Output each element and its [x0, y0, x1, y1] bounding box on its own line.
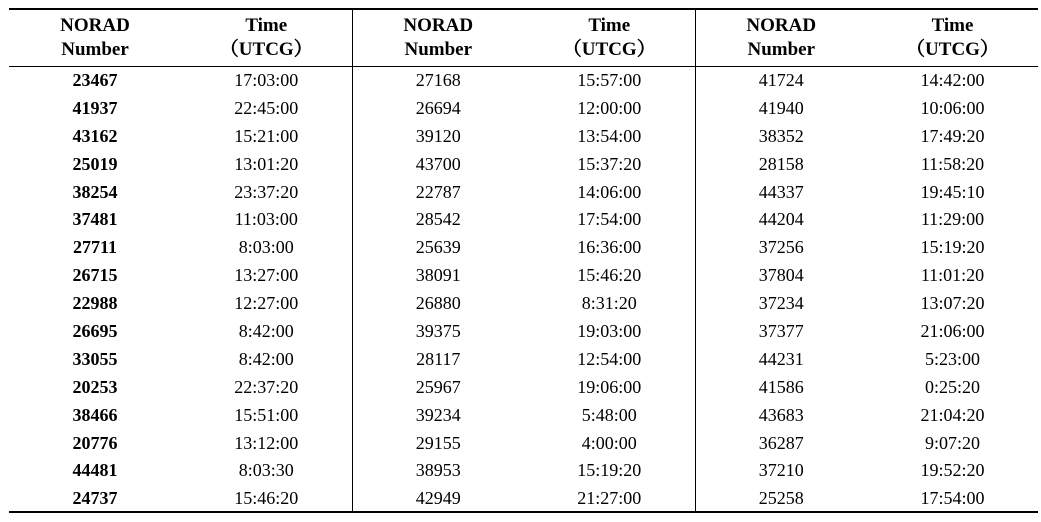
norad-number-cell: 22787	[352, 178, 524, 206]
time-cell: 11:03:00	[234, 209, 298, 230]
time-cell: 17:03:00	[234, 70, 299, 91]
norad-number-cell: 25258	[695, 484, 867, 512]
header-line-2: （UTCG）	[562, 38, 656, 60]
time-cell: 23:37:20	[234, 181, 299, 202]
norad-number-cell: 38254	[72, 181, 118, 202]
time-cell: 11:29:00	[920, 209, 985, 230]
time-cell: 10:06:00	[920, 97, 985, 118]
norad-number-cell: 41940	[695, 94, 867, 122]
header-time-utcg	[181, 9, 352, 66]
norad-number-cell: 28117	[352, 345, 524, 373]
time-cell: 15:21:00	[234, 125, 299, 146]
norad-number-cell: 39120	[352, 122, 524, 150]
norad-number-cell: 43700	[352, 150, 524, 178]
norad-number-cell: 27168	[352, 66, 524, 94]
time-cell: 15:19:20	[577, 460, 642, 481]
norad-number-cell: 29155	[352, 429, 524, 457]
norad-number-cell: 38091	[352, 261, 524, 289]
time-cell: 16:36:00	[577, 237, 642, 258]
norad-number-cell: 20253	[72, 376, 118, 397]
norad-number-cell: 37234	[695, 289, 867, 317]
norad-number-cell: 25967	[352, 373, 524, 401]
norad-number-cell: 28158	[695, 150, 867, 178]
time-cell: 5:23:00	[924, 348, 980, 369]
time-cell: 19:52:20	[920, 460, 985, 481]
header-line-2: （UTCG）	[906, 38, 999, 60]
norad-number-cell: 20776	[72, 432, 118, 453]
norad-number-cell: 25639	[352, 233, 524, 261]
norad-number-cell: 43162	[72, 125, 118, 146]
time-cell: 21:27:00	[524, 484, 695, 512]
time-cell: 17:54:00	[867, 484, 1038, 512]
time-cell: 12:27:00	[234, 293, 299, 314]
norad-number-cell: 37377	[695, 317, 867, 345]
header-time-utcg	[867, 9, 1038, 66]
norad-number-cell: 38352	[695, 122, 867, 150]
norad-number-cell: 44204	[695, 205, 867, 233]
time-cell: 19:06:00	[577, 376, 642, 397]
norad-number-cell: 28542	[352, 205, 524, 233]
time-cell: 13:07:20	[920, 293, 985, 314]
header-norad-number	[9, 9, 181, 66]
time-cell: 21:04:20	[920, 404, 985, 425]
table-row	[9, 66, 1038, 94]
norad-number-cell: 26715	[72, 265, 118, 286]
time-cell: 12:54:00	[577, 348, 642, 369]
time-cell: 14:42:00	[920, 70, 985, 91]
time-cell: 9:07:20	[924, 432, 980, 453]
header-line-1: Time	[245, 14, 288, 36]
table-header-row	[9, 9, 1038, 66]
time-cell: 17:49:20	[920, 125, 985, 146]
time-cell: 13:01:20	[234, 153, 299, 174]
header-line-2: Number	[747, 38, 816, 60]
table-row	[9, 233, 1038, 261]
time-cell: 15:46:20	[577, 265, 642, 286]
norad-number-cell: 44231	[695, 345, 867, 373]
table-row	[9, 401, 1038, 429]
norad-number-cell: 36287	[695, 429, 867, 457]
norad-number-cell: 26880	[352, 289, 524, 317]
header-time-utcg	[524, 9, 695, 66]
header-line-2: Number	[404, 38, 473, 60]
norad-number-cell: 24737	[9, 484, 181, 512]
time-cell: 8:03:30	[238, 460, 294, 481]
norad-number-cell: 38466	[72, 404, 118, 425]
time-cell: 13:27:00	[234, 265, 299, 286]
norad-number-cell: 39234	[352, 401, 524, 429]
table-row	[9, 429, 1038, 457]
time-cell: 15:46:20	[181, 484, 352, 512]
time-cell: 21:06:00	[920, 320, 985, 341]
norad-number-cell: 42949	[352, 484, 524, 512]
norad-number-cell: 44481	[72, 460, 118, 481]
table-row	[9, 345, 1038, 373]
norad-number-cell: 33055	[72, 348, 118, 369]
norad-number-cell: 38953	[352, 456, 524, 484]
header-line-1: Time	[931, 14, 974, 36]
time-cell: 0:25:20	[924, 376, 980, 397]
time-cell: 14:06:00	[577, 181, 642, 202]
table-row	[9, 373, 1038, 401]
time-cell: 15:19:20	[920, 237, 985, 258]
time-cell: 4:00:00	[581, 432, 637, 453]
norad-number-cell: 41937	[72, 97, 118, 118]
time-cell: 15:57:00	[577, 70, 642, 91]
header-line-1: NORAD	[60, 14, 130, 36]
norad-number-cell: 22988	[72, 293, 118, 314]
table-row	[9, 261, 1038, 289]
norad-number-cell: 44337	[695, 178, 867, 206]
time-cell: 22:45:00	[234, 97, 299, 118]
norad-number-cell: 23467	[72, 70, 118, 91]
norad-number-cell: 37481	[72, 209, 118, 230]
time-cell: 22:37:20	[234, 376, 299, 397]
norad-number-cell: 26694	[352, 94, 524, 122]
time-cell: 17:54:00	[577, 209, 642, 230]
norad-number-cell: 43683	[695, 401, 867, 429]
norad-time-table	[9, 8, 1038, 513]
time-cell: 12:00:00	[577, 97, 642, 118]
time-cell: 15:51:00	[234, 404, 299, 425]
time-cell: 15:37:20	[577, 153, 642, 174]
header-norad-number	[695, 9, 867, 66]
header-line-1: NORAD	[403, 14, 474, 36]
norad-number-cell: 37256	[695, 233, 867, 261]
time-cell: 5:48:00	[581, 404, 637, 425]
table-row	[9, 94, 1038, 122]
table-row	[9, 205, 1038, 233]
table-row	[9, 122, 1038, 150]
time-cell: 13:12:00	[234, 432, 299, 453]
time-cell: 8:42:00	[238, 320, 294, 341]
time-cell: 8:42:00	[238, 348, 294, 369]
table-row	[9, 289, 1038, 317]
table-row	[9, 484, 1038, 512]
norad-number-cell: 41724	[695, 66, 867, 94]
time-cell: 19:03:00	[577, 320, 642, 341]
norad-number-cell: 37804	[695, 261, 867, 289]
header-line-2: Number	[61, 38, 129, 60]
header-line-1: Time	[588, 14, 631, 36]
header-line-2: （UTCG）	[219, 38, 313, 60]
time-cell: 13:54:00	[577, 125, 642, 146]
norad-number-cell: 26695	[72, 320, 118, 341]
table-body	[9, 66, 1038, 512]
table-row	[9, 150, 1038, 178]
table-row	[9, 317, 1038, 345]
norad-number-cell: 37210	[695, 456, 867, 484]
header-line-1: NORAD	[746, 14, 817, 36]
table-row	[9, 178, 1038, 206]
time-cell: 11:58:20	[920, 153, 985, 174]
table-row	[9, 456, 1038, 484]
time-cell: 19:45:10	[920, 181, 985, 202]
time-cell: 8:31:20	[581, 293, 637, 314]
norad-number-cell: 25019	[72, 153, 118, 174]
time-cell: 11:01:20	[920, 265, 985, 286]
norad-number-cell: 41586	[695, 373, 867, 401]
time-cell: 8:03:00	[238, 237, 294, 258]
header-norad-number	[352, 9, 524, 66]
norad-number-cell: 27711	[72, 237, 117, 258]
norad-number-cell: 39375	[352, 317, 524, 345]
